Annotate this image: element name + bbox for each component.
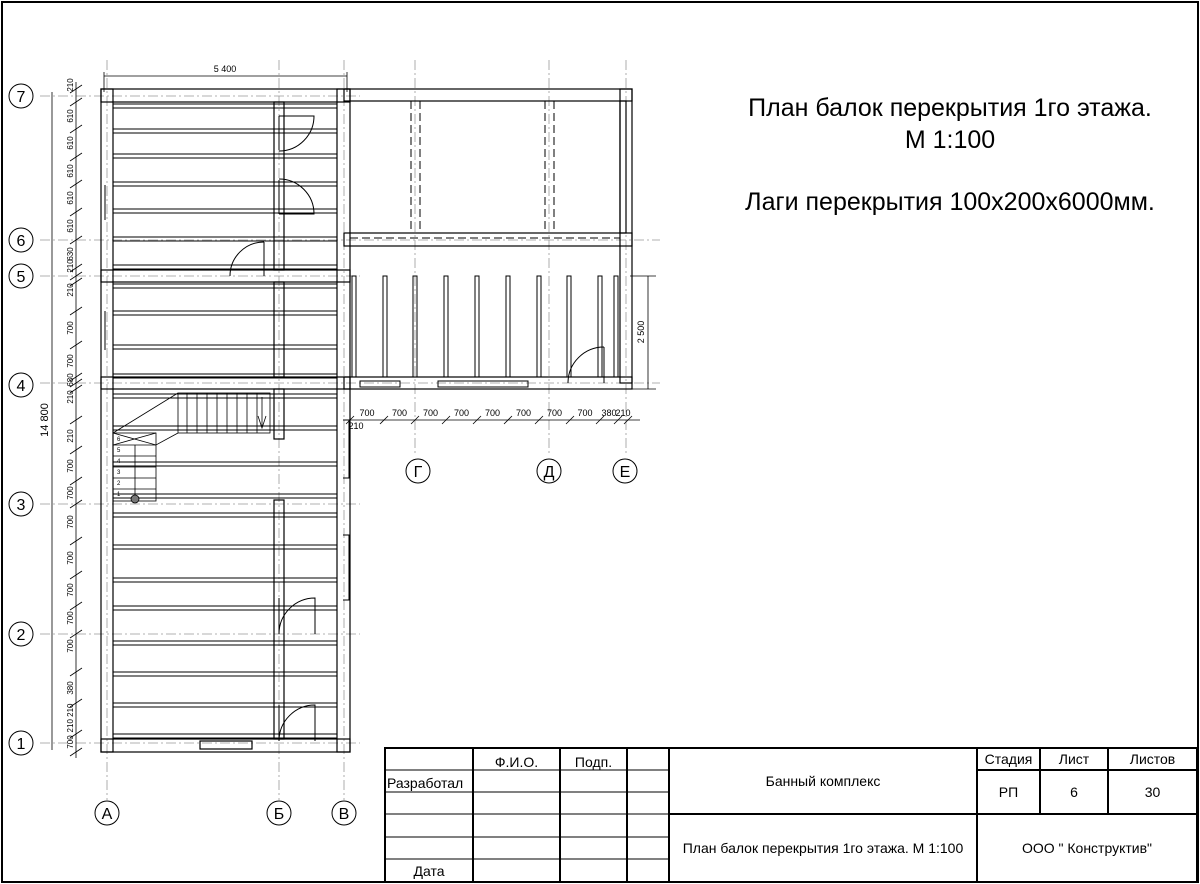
stamp-stage-value: РП bbox=[998, 784, 1019, 800]
floor-joist bbox=[113, 734, 337, 738]
row-axis-marker bbox=[9, 264, 33, 288]
horizontal-dimension-label: 700 bbox=[515, 408, 532, 418]
vertical-dimension-label: 630 bbox=[66, 247, 75, 261]
stamp-sheet-value: 6 bbox=[1070, 784, 1078, 800]
wing-floor-joist bbox=[506, 276, 510, 377]
floor-joist bbox=[113, 104, 337, 108]
stamp-sheet-title: План балок перекрытия 1го этажа. М 1:100 bbox=[682, 840, 964, 856]
svg-text:4: 4 bbox=[16, 378, 26, 395]
vertical-dimension-label: 210 bbox=[66, 78, 75, 92]
axis-markers bbox=[9, 84, 637, 825]
top-width-dimension: 5 400 bbox=[213, 64, 237, 74]
title-block bbox=[385, 748, 1197, 882]
floor-joist bbox=[113, 345, 337, 349]
vertical-dimension-label: 610 bbox=[66, 191, 75, 205]
stair-step-number: 1 bbox=[117, 492, 121, 498]
stair bbox=[113, 393, 270, 501]
horizontal-dimension-label: 380 bbox=[601, 408, 617, 418]
svg-text:А: А bbox=[101, 806, 113, 823]
main-floor-joists bbox=[113, 104, 337, 738]
horizontal-dimension-label: 700 bbox=[391, 408, 408, 418]
wing-bottom-wall-openings bbox=[360, 381, 528, 387]
vertical-dimension-label: 610 bbox=[66, 219, 75, 233]
beams-note: Лаги перекрытия 100х200х6000мм. bbox=[745, 188, 1155, 216]
floor-joist bbox=[113, 672, 337, 676]
stair-start-marker bbox=[131, 495, 139, 503]
horizontal-dimension-label: 700 bbox=[577, 408, 593, 418]
row-axis-marker bbox=[9, 731, 33, 755]
stair-step-number: 5 bbox=[117, 448, 121, 454]
vertical-dimension-label: 700 bbox=[66, 354, 75, 368]
main-building-walls bbox=[101, 89, 350, 752]
stamp-col-sign: Подп. bbox=[574, 754, 613, 770]
wing-ceiling-beams-dashed bbox=[350, 101, 620, 246]
vertical-dimension-label: 700 bbox=[66, 515, 75, 529]
vertical-dimension-label: 210 bbox=[66, 429, 75, 443]
vertical-dimension-label: 700 bbox=[66, 611, 75, 625]
horizontal-dimension-label: 700 bbox=[422, 408, 439, 418]
row-axis-marker bbox=[9, 492, 33, 516]
floor-joist bbox=[113, 545, 337, 549]
stamp-col-fio: Ф.И.О. bbox=[494, 754, 539, 770]
stamp-sheet-label: Лист bbox=[1058, 751, 1090, 767]
vertical-dimension-label: 700 bbox=[66, 551, 75, 565]
wing-floor-joist bbox=[537, 276, 541, 377]
wing-left-small-dimension: 210 bbox=[348, 421, 364, 431]
horizontal-dimension-label: 210 bbox=[615, 408, 631, 418]
stair-step-number: 4 bbox=[117, 459, 121, 465]
vertical-dimension-label: 380 bbox=[66, 681, 75, 695]
left-dimension-labels bbox=[66, 78, 75, 749]
vertical-dimension-label: 610 bbox=[66, 136, 75, 150]
wing-floor-joist bbox=[475, 276, 479, 377]
row-axis-marker bbox=[9, 622, 33, 646]
svg-text:Б: Б bbox=[273, 806, 285, 823]
row-axis-marker bbox=[9, 84, 33, 108]
svg-text:1: 1 bbox=[16, 736, 26, 753]
column-axis-marker bbox=[537, 459, 561, 483]
floor-joist bbox=[113, 494, 337, 498]
wing-floor-joist bbox=[567, 276, 571, 377]
column-axis-marker bbox=[406, 459, 430, 483]
svg-text:3: 3 bbox=[16, 497, 26, 514]
floor-joist bbox=[113, 394, 337, 398]
wing-dimension-labels bbox=[359, 408, 630, 418]
floor-joist bbox=[113, 129, 337, 133]
svg-text:2: 2 bbox=[16, 627, 26, 644]
horizontal-dimension-label: 700 bbox=[359, 408, 375, 418]
vertical-dimension-label: 680 bbox=[66, 373, 75, 387]
overall-height-dimension: 14 800 bbox=[39, 403, 51, 437]
svg-text:В: В bbox=[338, 806, 350, 823]
wing-depth-dimension: 2 500 bbox=[636, 320, 646, 344]
svg-text:7: 7 bbox=[16, 89, 26, 106]
floor-joist bbox=[113, 426, 337, 430]
svg-text:Г: Г bbox=[413, 464, 423, 481]
vertical-dimension-label: 210 bbox=[66, 390, 75, 404]
row-axis-marker bbox=[9, 228, 33, 252]
floor-joist bbox=[113, 513, 337, 517]
floor-joist bbox=[113, 641, 337, 645]
svg-text:5: 5 bbox=[16, 269, 26, 286]
wing-floor-joist bbox=[614, 276, 618, 377]
horizontal-dimension-label: 700 bbox=[484, 408, 501, 418]
wing-floor-joist bbox=[598, 276, 602, 377]
column-axis-marker bbox=[332, 801, 356, 825]
floor-joist bbox=[113, 578, 337, 582]
vertical-dimension-label: 700 bbox=[66, 639, 75, 653]
floor-joist bbox=[113, 182, 337, 186]
horizontal-dimension-label: 700 bbox=[453, 408, 470, 418]
svg-text:Е: Е bbox=[619, 464, 631, 481]
floor-joist bbox=[113, 284, 337, 288]
vertical-dimension-label: 210 210 bbox=[66, 703, 75, 733]
vertical-dimension-label: 700 bbox=[66, 459, 75, 473]
vertical-dimension-label: 700 bbox=[66, 321, 75, 335]
floor-joist bbox=[113, 311, 337, 315]
floor-joist bbox=[113, 462, 337, 466]
vertical-dimension-label: 700 bbox=[66, 735, 75, 749]
vertical-dimension-label: 610 bbox=[66, 109, 75, 123]
vertical-dimension-label: 700 bbox=[66, 583, 75, 597]
floor-joist bbox=[113, 154, 337, 158]
stamp-sheets-label: Листов bbox=[1129, 751, 1176, 767]
stamp-row-developer: Разработал bbox=[387, 775, 464, 791]
stair-step-number: 6 bbox=[117, 437, 121, 443]
drawing-title-line1: План балок перекрытия 1го этажа. bbox=[748, 94, 1152, 122]
stair-step-number: 3 bbox=[117, 470, 121, 476]
svg-text:6: 6 bbox=[16, 233, 26, 250]
drawing-title bbox=[700, 92, 1200, 156]
stamp-row-date: Дата bbox=[413, 863, 445, 879]
floor-joist bbox=[113, 265, 337, 269]
vertical-dimension-label: 210 bbox=[66, 259, 75, 273]
stamp-company: ООО " Конструктив" bbox=[1021, 840, 1153, 856]
wing-floor-joist bbox=[444, 276, 448, 377]
vertical-dimension-label: 700 bbox=[66, 486, 75, 500]
floor-joist bbox=[113, 606, 337, 610]
vertical-dimension-label: 210 bbox=[66, 283, 75, 297]
stamp-stage-label: Стадия bbox=[984, 751, 1033, 767]
floor-joist bbox=[113, 209, 337, 213]
svg-text:Д: Д bbox=[543, 464, 555, 481]
vertical-dimension-label: 610 bbox=[66, 164, 75, 178]
row-axis-marker bbox=[9, 373, 33, 397]
drawing-title-line2: М 1:100 bbox=[904, 126, 996, 154]
stair-step-number: 2 bbox=[117, 481, 121, 487]
stamp-project-name: Банный комплекс bbox=[765, 773, 881, 789]
horizontal-dimension-label: 700 bbox=[546, 408, 563, 418]
column-axis-marker bbox=[267, 801, 291, 825]
stamp-sheets-value: 30 bbox=[1144, 784, 1161, 800]
wing-floor-joists bbox=[352, 276, 618, 377]
wing-floor-joist bbox=[352, 276, 356, 377]
column-axis-marker bbox=[95, 801, 119, 825]
column-axis-marker bbox=[613, 459, 637, 483]
wing-floor-joist bbox=[383, 276, 387, 377]
